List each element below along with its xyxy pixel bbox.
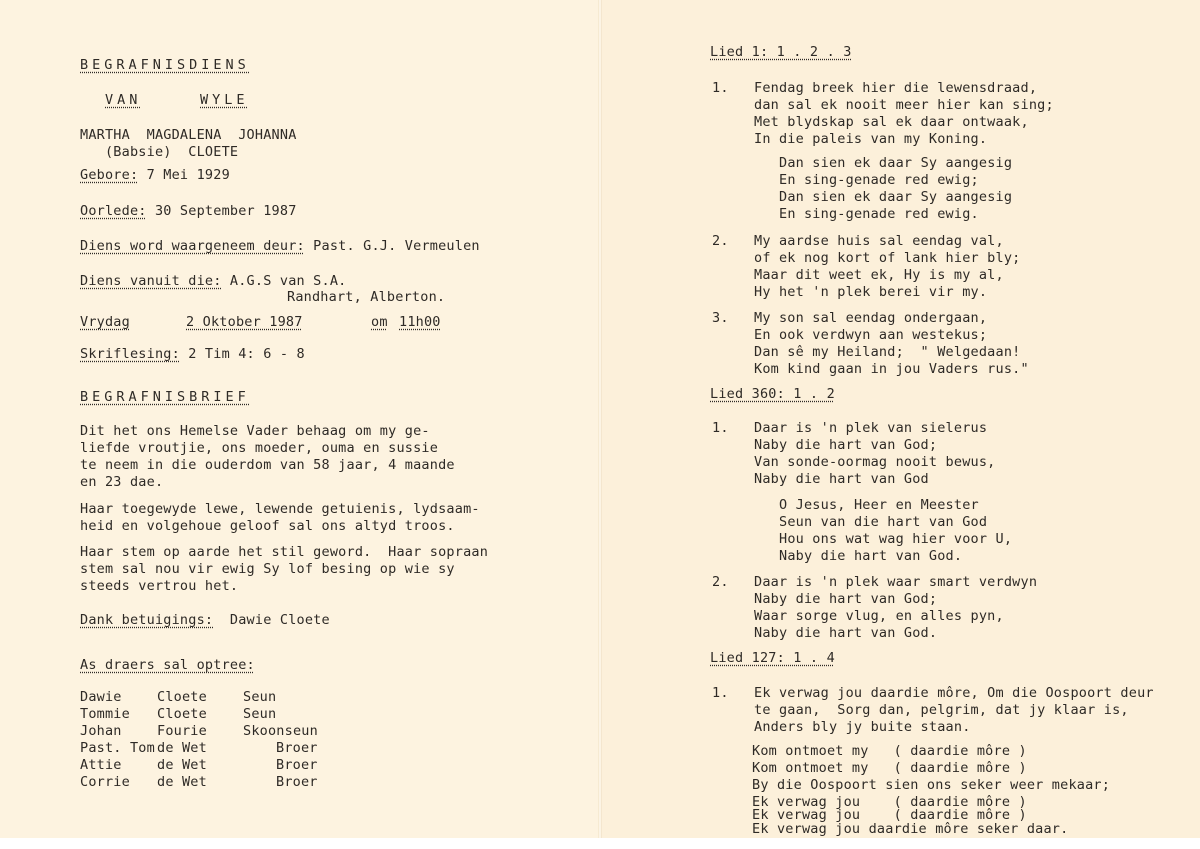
verse-number: 2. [712, 233, 729, 249]
verse-line: En ook verdwyn aan westekus; [754, 327, 988, 343]
service-day: Vrydag [80, 314, 130, 330]
chorus-line: Kom ontmoet my ( daardie môre ) [752, 743, 1027, 759]
verse-line: Hy het 'n plek berei vir my. [754, 284, 988, 300]
chorus-line: By die Oospoort sien ons seker weer mekaar; [752, 777, 1111, 793]
hymn-360-title: Lied 360: 1 . 2 [710, 386, 835, 402]
verse-line: My son sal eendag ondergaan, [754, 310, 988, 326]
thanks-value: Dawie Cloete [213, 612, 330, 628]
chorus-line: Hou ons wat wag hier voor U, [779, 531, 1013, 547]
verse-number: 1. [712, 80, 729, 96]
page-fold [598, 0, 602, 849]
pallbearer-last: Cloete [157, 706, 207, 722]
chorus-line: Naby die hart van God. [779, 548, 963, 564]
verse-line: In die paleis van my Koning. [754, 131, 988, 147]
died-line [80, 203, 297, 220]
pallbearer-relation: Seun [243, 706, 277, 722]
chorus-line: Dan sien ek daar Sy aangesig [779, 189, 1013, 205]
deceased-name: MARTHA MAGDALENA JOHANNA [80, 127, 297, 143]
letter-line: Dit het ons Hemelse Vader behaag om my ge- [80, 423, 430, 439]
verse-line: Daar is 'n plek waar smart verdwyn [754, 574, 1038, 590]
chorus-line: Kom ontmoet my ( daardie môre ) [752, 760, 1027, 776]
chorus-line: Ek verwag jou ( daardie môre ) [752, 794, 1027, 810]
scripture-value: 2 Tim 4: 6 - 8 [179, 346, 305, 362]
pallbearer-last: de Wet [157, 757, 207, 773]
letter-line: liefde vroutjie, ons moeder, ouma en sussie [80, 440, 439, 456]
pallbearer-relation: Broer [276, 774, 318, 790]
service-date: 2 Oktober 1987 [186, 314, 303, 330]
pallbearer-last: Fourie [157, 723, 207, 739]
pallbearer-relation: Broer [276, 757, 318, 773]
born-line [80, 167, 230, 184]
verse-line: Naby die hart van God. [754, 625, 938, 641]
thanks-label: Dank betuigings: [80, 612, 214, 628]
chorus-line: O Jesus, Heer en Meester [779, 497, 979, 513]
verse-line: Met blydskap sal ek daar ontwaak, [754, 114, 1029, 130]
deceased-nickname: (Babsie) CLOETE [80, 144, 239, 160]
church-location: Randhart, Alberton. [287, 289, 446, 305]
pallbearer-last: Cloete [157, 689, 207, 705]
verse-number: 1. [712, 420, 729, 436]
pallbearer-last: de Wet [157, 774, 207, 790]
heading-begrafnisbrief: BEGRAFNISBRIEF [80, 389, 250, 405]
letter-line: heid en volgehoue geloof sal ons altyd troos. [80, 518, 455, 534]
pallbearer-first: Past. Tom [80, 740, 155, 756]
verse-line: Ek verwag jou daardie môre, Om die Oospoort deur [754, 685, 1154, 701]
service-om: om [371, 314, 388, 330]
verse-line: Naby die hart van God; [754, 591, 938, 607]
verse-line: Waar sorge vlug, en alles pyn, [754, 608, 1004, 624]
verse-line: Daar is 'n plek van sielerus [754, 420, 988, 436]
died-label: Oorlede: [80, 203, 147, 219]
verse-line: My aardse huis sal eendag val, [754, 233, 1004, 249]
pallbearer-relation: Skoonseun [243, 723, 318, 739]
thanks-line [80, 612, 330, 629]
chorus-line: Seun van die hart van God [779, 514, 988, 530]
officiant-line [80, 238, 480, 255]
chorus-line: En sing-genade red ewig. [779, 206, 979, 222]
died-value: 30 September 1987 [146, 203, 297, 219]
pallbearer-relation: Broer [276, 740, 318, 756]
scripture-label: Skriflesing: [80, 346, 180, 362]
heading-begrafnisdiens: BEGRAFNISDIENS [80, 57, 250, 73]
service-time: 11h00 [399, 314, 441, 330]
letter-line: steeds vertrou het. [80, 578, 239, 594]
heading-wyle: WYLE [200, 92, 249, 108]
letter-line: Haar stem op aarde het stil geword. Haar sopraan [80, 544, 489, 560]
church-label: Diens vanuit die: [80, 273, 222, 289]
church-value: A.G.S van S.A. [221, 273, 347, 289]
chorus-line: Ek verwag jou daardie môre seker daar. [752, 821, 1069, 837]
verse-number: 3. [712, 310, 729, 326]
verse-line: Kom kind gaan in jou Vaders rus." [754, 361, 1029, 377]
verse-line: Naby die hart van God; [754, 437, 938, 453]
verse-line: Naby die hart van God [754, 471, 929, 487]
verse-line: Van sonde-oormag nooit bewus, [754, 454, 996, 470]
pallbearer-relation: Seun [243, 689, 277, 705]
chorus-line: En sing-genade red ewig; [779, 172, 979, 188]
church-line [80, 273, 347, 290]
verse-line: Fendag breek hier die lewensdraad, [754, 80, 1038, 96]
hymn-1-title: Lied 1: 1 . 2 . 3 [710, 44, 852, 60]
verse-line: of ek nog kort of lank hier bly; [754, 250, 1021, 266]
pallbearer-first: Corrie [80, 774, 130, 790]
bottom-edge [0, 838, 1200, 849]
officiant-value: Past. G.J. Vermeulen [304, 238, 480, 254]
chorus-line: Ek verwag jou ( daardie môre ) [752, 807, 1027, 823]
verse-number: 1. [712, 685, 729, 701]
pallbearer-first: Johan [80, 723, 122, 739]
pallbearers-heading: As draers sal optree: [80, 657, 255, 673]
pallbearer-first: Dawie [80, 689, 122, 705]
pallbearer-first: Tommie [80, 706, 130, 722]
verse-line: Anders bly jy buite staan. [754, 719, 971, 735]
pallbearer-last: de Wet [157, 740, 207, 756]
pallbearer-first: Attie [80, 757, 122, 773]
verse-line: Dan sê my Heiland; " Welgedaan! [754, 344, 1021, 360]
born-value: 7 Mei 1929 [138, 167, 230, 183]
born-label: Gebore: [80, 167, 139, 183]
letter-line: stem sal nou vir ewig Sy lof besing op wie sy [80, 561, 455, 577]
letter-line: te neem in die ouderdom van 58 jaar, 4 maande [80, 457, 455, 473]
officiant-label: Diens word waargeneem deur: [80, 238, 305, 254]
chorus-line: Dan sien ek daar Sy aangesig [779, 155, 1013, 171]
letter-line: Haar toegewyde lewe, lewende getuienis, lydsaam- [80, 501, 480, 517]
verse-line: dan sal ek nooit meer hier kan sing; [754, 97, 1054, 113]
verse-line: te gaan, Sorg dan, pelgrim, dat jy klaar is, [754, 702, 1129, 718]
verse-number: 2. [712, 574, 729, 590]
scripture-line [80, 346, 305, 363]
verse-line: Maar dit weet ek, Hy is my al, [754, 267, 1004, 283]
heading-van: VAN [105, 92, 142, 108]
letter-line: en 23 dae. [80, 474, 164, 490]
hymn-127-title: Lied 127: 1 . 4 [710, 650, 835, 666]
